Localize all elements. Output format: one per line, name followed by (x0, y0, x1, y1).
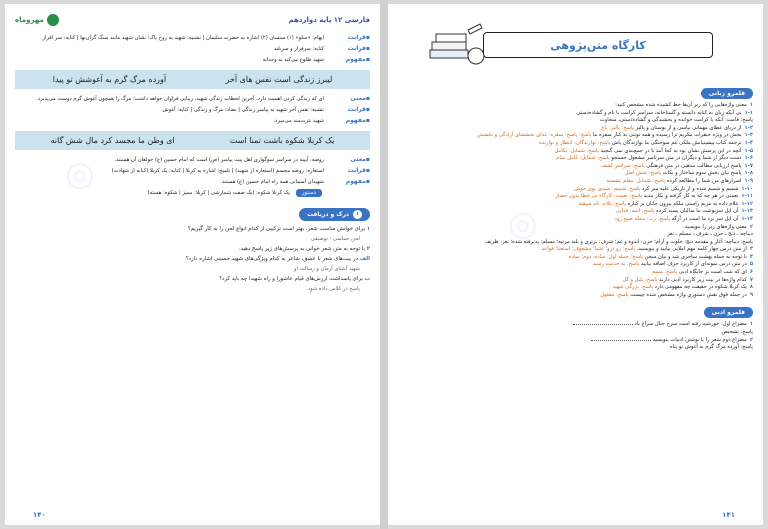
exercise-line (398, 321, 753, 329)
exercise-text: آن ایل سرنوشت ما سالیان پسند کرده (656, 208, 739, 215)
exercise-answer: پاسخ: متمم (652, 269, 677, 276)
exercise-answer: پاسخ: آورده مرگ گرم به آغوش تو پناه (669, 344, 753, 351)
exercise-text: کدام واژه‌ها در بیت زیر کاربرد ادبی دارند (659, 276, 747, 283)
exercise-text: بخش در ویژه حبقرات مکریم ترا رسیده و همه نوبتی به کنار سفره ما (592, 132, 742, 139)
section-heading (299, 208, 370, 221)
exercise-number: ۱-۲ (744, 124, 753, 131)
exercise-answer: پاسخ: سراسر کشف (600, 162, 645, 169)
exercise-text: از دریای عطای مهمانی بپاسی و از بوستان و پالیز (635, 124, 742, 131)
exercise-line (398, 231, 753, 239)
watermark-decoration: ◎ (508, 204, 538, 244)
exercise-text: با توجه به جمله بهشت ساحری شد و بیان سخن (644, 253, 747, 260)
page-number: ۱۴۰ (33, 511, 46, 519)
exercise-number: ۱ (749, 321, 753, 328)
row-tag: ▪قرابت (347, 34, 370, 41)
exercise-text: دیباچه ـ دنج ـ حزن ـ شرف ـ مسلم ـ نغز (667, 231, 753, 238)
verse-hemistich: لیبرز زندگی است نفس های آخر (225, 75, 333, 84)
row-text: شهیدان آسمانی همه راه امام حسین (ع) هستند. (220, 179, 324, 185)
question (15, 245, 370, 253)
analysis-row (15, 156, 370, 164)
question (15, 255, 370, 263)
row-tag: ▪قرابت (347, 167, 370, 174)
exercise-answer: پاسخ: جمله اول: ساده، دوم: ساده (568, 253, 644, 260)
question-number: ۲ (366, 245, 370, 252)
exercise-answer: پاسخ: شمایل: تکامل (554, 147, 599, 154)
exercise-text: ترجمه کتاب پیشینیانش ملکی غم سوختگی ما نوازندگان باش (611, 139, 742, 146)
answer: شهید آشنای آرمان و رسالت او (294, 265, 360, 272)
exercise-number: ۱-۳ (744, 132, 753, 139)
exercise-answer: پاسخ: رو درو؛ اشیا؛ مشعوف؛ استغنا؛ قواعد (541, 246, 636, 253)
poem-verse (15, 70, 370, 89)
left-content (15, 34, 370, 503)
exercise-answer: پاسخ: به خدمت رسید (592, 261, 640, 268)
row-tag: ▪معنی (350, 156, 370, 163)
exercise-line (398, 284, 753, 292)
exercise-number: ۱-۷ (744, 162, 753, 169)
exercise-number: ۱-۱۴ (741, 215, 753, 222)
exercise-number: ۳ (749, 246, 753, 253)
fill-blank[interactable] (573, 324, 633, 325)
exercise-answer: پاسخ: پالیز: باغ (601, 124, 634, 131)
exercise-text: معنی واژه‌هایی را که زیر آن‌ها خط کشیده شده مشخص کنید: (615, 102, 747, 108)
exercise-answer: پاسخ: شمیم: شیدی بوی خوش (573, 185, 641, 192)
page-header (15, 12, 370, 28)
books-illustration-icon (428, 20, 486, 70)
exercise-text: در متن درس نمونه‌ای از کاربرد حرف اضافه بیابید (640, 261, 747, 268)
analysis-row (15, 95, 370, 103)
question-text: با توجه به متن شعر خوانی به پرسش‌های زیر پاسخ دهید. (238, 245, 365, 252)
analysis-row (15, 106, 370, 114)
exercise-number: ۸ (749, 284, 753, 291)
fill-blank[interactable] (591, 340, 651, 341)
exercise-line (398, 224, 753, 232)
lang-section-heading: قلمرو زبانی (701, 88, 753, 99)
question-text: برای خوانش مناسب شعر، بهتر است ترکیبی از کدام انواع لحن را به کار گیریم؟ (187, 225, 365, 232)
brand-name: مهروماه (15, 16, 44, 24)
exercise-answer: پاسخ: بزرگی شهید (612, 284, 653, 291)
brand-logo-icon (47, 14, 59, 26)
exercise-number: ۹ (749, 291, 753, 298)
page-gutter (380, 0, 388, 529)
exercise-answer: پاسخ: نعمت: کارگاه بی خطا بدون حصار (555, 193, 642, 200)
exercise-text: غلام داده به مریم راستی ملکه بیرون جانان بر کناره (627, 200, 739, 207)
exercise-text: در جمله فوق نقش دستوری واژه مشخص شده چیست (630, 291, 747, 298)
analysis-row (15, 117, 370, 125)
exercise-answer: پاسخ: اثنیه: فدایی (615, 208, 655, 215)
lit-section-heading: قلمرو ادبی (704, 307, 753, 318)
exercise-number: ۱-۱۰ (741, 185, 753, 192)
row-text: ایهام: «سلو» (۱) سنسان (۲) اشاره به حضرت سلیمان | تشبیه: شهید به روح پاک؛ نشان شهید مانند سنگ گران‌بها | کنایه: سر افراز (42, 35, 324, 41)
exercise-answer: پاسخ: رب: مجله صبح رود (614, 215, 670, 222)
question-text: در بیت‌های شعر با عشق، شاعر به کدام ویژگی‌های شهید حسینی اشاره دارد؟ (185, 255, 358, 262)
exercise-number: ۷ (749, 276, 753, 283)
row-tag: ▪مفهوم (345, 56, 370, 63)
exercise-text: مصراع اول: خورشید رفته است سرخ جبال سراغ باد (634, 321, 747, 328)
analysis-row (15, 167, 370, 175)
exercise-line (398, 292, 753, 300)
exercise-text: دست دیگر از شما و دیگران در متن سرتاسر مشغول جستجو (611, 155, 742, 162)
exercise-answer: پاسخ: پاسخ: سفره: غذای بخششای آزادگی و بخشش (476, 132, 592, 139)
exercise-text: ای که شب است بر جایگاه ادبی (678, 269, 747, 276)
row-text: تشبیه: نفس آخر شهید به پیامبر زندگی | تضاد: مرگ و زندگی | کنایه: آغوش (162, 107, 324, 113)
exercise-answer: پاسخ: شمایل: معلم نشسته (606, 177, 666, 184)
left-page (5, 4, 380, 525)
exercise-line (398, 246, 753, 254)
exercise-answer: پاسخ: نوازندگان: انتظار و نوازنده (539, 139, 611, 146)
question-number: ۱ (366, 225, 370, 232)
exercise-answer: پاسخ: بلبل و گل (622, 276, 658, 283)
right-page (388, 4, 763, 525)
exercise-answer: پاسخ: دیباچه: آغاز و مقدمه دنج: خلوت و آرام؛ حزن: اندوه و غم؛ شرف: برتری و بلند مرتبه؛ مسلم: پذیرفته شده؛ نغز: ظریف (484, 238, 753, 245)
row-tag: ▪معنی (350, 95, 370, 102)
row-tag: ▪مفهوم (345, 178, 370, 185)
exercise-line (398, 178, 753, 186)
grammar-row (15, 189, 370, 197)
row-text: استعاره: روضه مجسم (استعاره از شهید) | تلمیح: اشاره به کربلا | کنایه: یک کربلا (کنایه از شهادت) (111, 168, 324, 174)
exercise-number: ۶ (749, 269, 753, 276)
watermark-decoration: ◎ (65, 154, 95, 194)
chapter-hero (428, 14, 723, 74)
question-number: ب (364, 275, 370, 282)
exercise-text: مصراع دوم شعر را با نوشتن ادبیات بنویسید (652, 336, 747, 343)
row-text: شهید عزت‌مند می‌میرد. (273, 118, 324, 124)
exercise-line (398, 254, 753, 262)
exercise-number: ۲ (749, 223, 753, 230)
exercise-line (398, 163, 753, 171)
grammar-text: یک کربلا شکوه: (یک صفت شمارشی | کربلا: ممیز | شکوه: هسته) (147, 190, 290, 196)
exercise-answer: پاسخ: شمایل: کامل تمام (556, 155, 610, 162)
row-tag: ▪قرابت (347, 106, 370, 113)
brand (15, 14, 59, 26)
exercise-answer: پاسخ: قامت: آنکه با کرامت خوانده و بخشندگی و گشاده‌دستی، سخاوت (599, 117, 753, 124)
exercise-line (398, 193, 753, 201)
exercise-number: ۱-۶ (744, 155, 753, 162)
exercise-line (398, 261, 753, 269)
exercise-number: ۱-۴ (744, 139, 753, 146)
exercise-number: ۴ (749, 253, 753, 260)
exercise-text: نعمتی در هر چه که به کار گرفته و بکار بندید (643, 193, 739, 200)
analysis-row (15, 56, 370, 64)
workshop-banner: کارگاه متن‌پژوهی (483, 32, 713, 58)
row-tag: ▪قرابت (347, 45, 370, 52)
exercise-number: ۱ (749, 102, 753, 108)
exercise-text: از متن درس چهار کلمه مهم املایی بیابید و بنویسید. (636, 246, 747, 253)
exercise-number: ۱-۹ (744, 177, 753, 184)
section-title: درک و دریافت (307, 210, 349, 218)
course-title: فارسی ۱۲ پایه دوازدهم (288, 16, 370, 24)
exercise-line (398, 102, 753, 110)
exercise-text: بی آنکه زبان به کنایه دانسته و گستاخانه، سراسر کرامت با نام و گشاده‌دستی (576, 109, 742, 116)
exercise-answer: پاسخ: شش اصل (624, 170, 662, 177)
exercise-answer: پاسخ: تشخیص (721, 329, 753, 336)
exercise-line (398, 170, 753, 178)
exercise-number: ۱-۸ (744, 170, 753, 177)
exercise-text: پاسخ بیان بخش سوم ساختار و نکات (662, 170, 742, 177)
exercise-line (398, 155, 753, 163)
exercise-text: پاسخ ارزیابی مطالب مذهبی در متن فرهنگی (646, 162, 742, 169)
exercise-number: ۱-۵ (744, 147, 753, 154)
exercise-text: شمیم و شمیم شده و از تاریکی علیه میر کرد (641, 185, 739, 192)
row-text: کنایه: سرفراز و سربلند (273, 46, 324, 52)
exercise-number: ۱-۱۲ (741, 200, 753, 207)
analysis-row (15, 34, 370, 42)
row-text: ای که زندگی کردن اهمیت دارد، آخرین لحظات زندگی شهید، زیبایی فراوان خواهد داشت؛ مرگ را همچون آغوش گرم دوست می‌پذیرد. (36, 96, 324, 102)
analysis-row (15, 45, 370, 53)
row-tag: ▪مفهوم (345, 117, 370, 124)
answer: پاسخ در کلاس داده شود. (306, 285, 360, 292)
grammar-label: دستور (296, 189, 322, 197)
verse-hemistich: آورده مرگ گرم به آغوشش تو پیدا (52, 75, 167, 84)
exercise-text: آن ایل سر برد ما است در آرگه (671, 215, 739, 222)
verse-hemistich: ای وطن ما مجسد کرد مال شش گانه (50, 136, 175, 145)
question (15, 275, 370, 283)
exercise-number: ۲ (749, 336, 753, 343)
exercise-answer: پاسخ: مفعول (600, 291, 629, 298)
exercise-line (398, 186, 753, 194)
exercise-text: اسرارهای من شما را مطالعه کرده (666, 177, 742, 184)
exercise-text: یک کربلا شکوه در حقیقت چه مفهومی دارد (654, 284, 747, 291)
exercise-number: ۱-۱۱ (741, 193, 753, 200)
question-text: برای پاسداشت ارزش‌های قیام عاشورا و راه شهیدا چه باید کرد؟ (219, 275, 363, 282)
exercise-line (398, 208, 753, 216)
poem-verse (15, 131, 370, 150)
row-text: شهید طلوع می‌کند به وجدانه (262, 57, 324, 63)
question (15, 225, 370, 233)
row-text: روضه: آیینه در سراسر سوگواری اهل بیت پیامبر (ص) است که امام حسین (ع) خواهان آن هستند. (114, 157, 324, 163)
page-number: ۱۴۱ (722, 511, 735, 519)
exercise-number: ۵ (749, 261, 753, 268)
right-content (398, 80, 753, 503)
exercise-line (398, 269, 753, 277)
exercise-number: ۱-۱ (744, 109, 753, 116)
exercise-answer: پاسخ: غلام: نام شیفته (578, 200, 626, 207)
exercise-line (398, 140, 753, 148)
answer: لحن حماسی - توصیفی (310, 235, 360, 242)
exercise-text: آنچه در این پرسش نشان بود به کجا آمد تا در جمع‌بندی نمی گنجید (600, 147, 742, 154)
section-number: ۱ (353, 210, 362, 219)
analysis-row (15, 178, 370, 186)
verse-hemistich: یک کربلا شکوه باشت تمنا است (229, 136, 335, 145)
exercise-line (398, 132, 753, 140)
exercise-text: معنی واژه‌های زیر را بنویسید. (683, 223, 747, 230)
question-number: الف (359, 255, 370, 262)
exercise-number: ۱-۱۳ (741, 208, 753, 215)
exercise-line (398, 216, 753, 224)
